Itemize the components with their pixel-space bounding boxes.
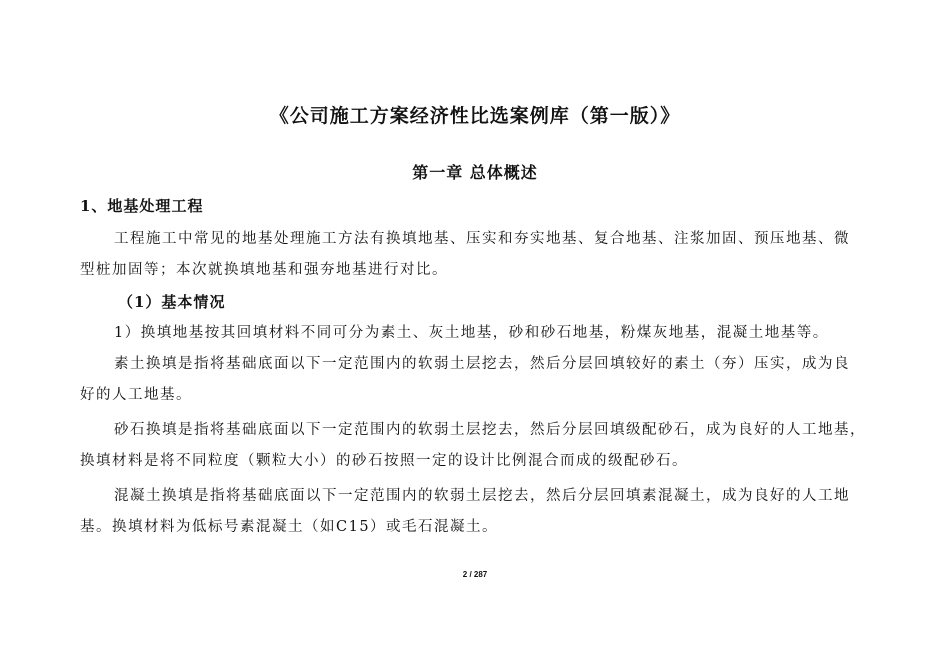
chapter-title: 第一章 总体概述 bbox=[412, 163, 538, 182]
paragraph-line: 换填材料是将不同粒度（颗粒大小）的砂石按照一定的设计比例混合而成的级配砂石。 bbox=[80, 453, 688, 469]
paragraph-line: 砂石换填是指将基础底面以下一定范围内的软弱土层挖去，然后分层回填级配砂石，成为良好的人工地基， bbox=[114, 422, 866, 438]
subsection-heading: （1）基本情况 bbox=[118, 293, 226, 311]
paragraph-line: 1）换填地基按其回填材料不同可分为素土、灰土地基，砂和砂石地基，粉煤灰地基，混凝土地基等。 bbox=[114, 325, 829, 341]
paragraph-line: 素土换填是指将基础底面以下一定范围内的软弱土层挖去，然后分层回填较好的素土（夯）压实，成为良 bbox=[114, 356, 850, 372]
paragraph-line: 好的人工地基。 bbox=[80, 387, 192, 403]
paragraph-intro bbox=[80, 224, 872, 286]
paragraph-fill-types bbox=[80, 318, 872, 349]
paragraph-soil-fill bbox=[80, 349, 872, 411]
paragraph-line: 混凝土换填是指将基础底面以下一定范围内的软弱土层挖去，然后分层回填素混凝土，成为良好的人工地 bbox=[114, 488, 850, 504]
paragraph-gravel-fill bbox=[80, 415, 872, 477]
section-heading: 1、地基处理工程 bbox=[80, 197, 204, 215]
paragraph-line: 型桩加固等；本次就换填地基和强夯地基进行对比。 bbox=[80, 262, 448, 278]
paragraph-line: 工程施工中常见的地基处理施工方法有换填地基、压实和夯实地基、复合地基、注浆加固、预压地基、微 bbox=[114, 231, 850, 247]
paragraph-concrete-fill bbox=[80, 481, 872, 543]
page-number: 2 / 287 bbox=[462, 570, 488, 579]
document-title: 《公司施工方案经济性比选案例库（第一版）》 bbox=[269, 105, 681, 127]
paragraph-line: 基。换填材料为低标号素混凝土（如C15）或毛石混凝土。 bbox=[80, 519, 499, 535]
